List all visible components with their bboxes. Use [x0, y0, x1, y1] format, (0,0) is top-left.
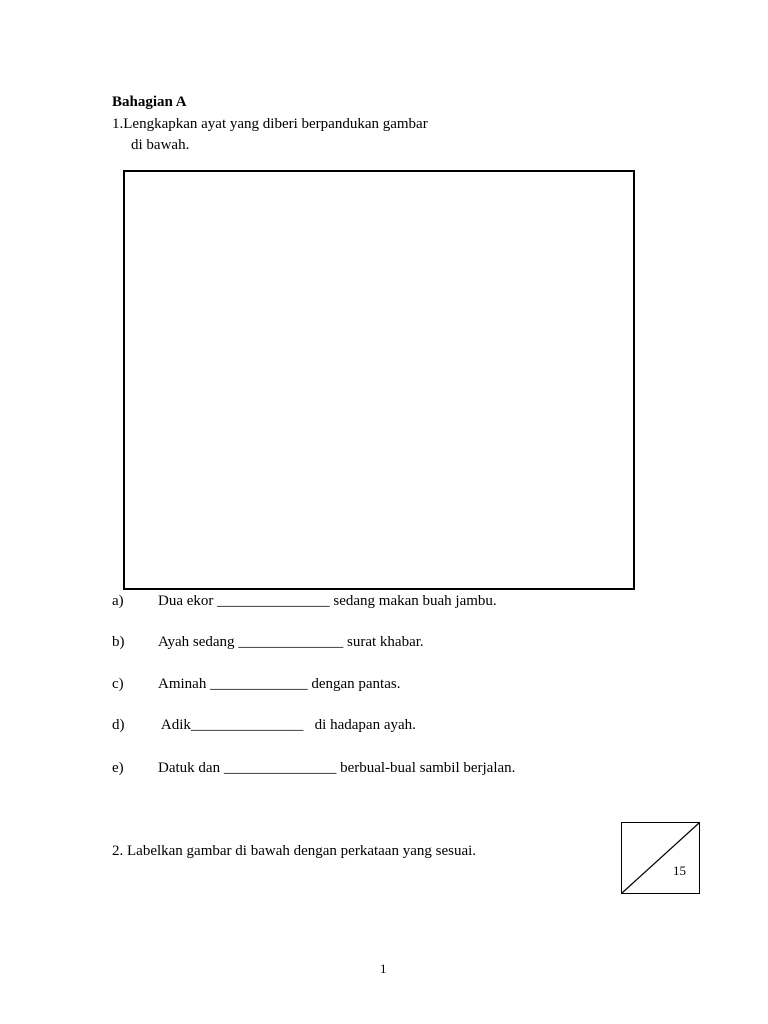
score-total: 15	[673, 863, 686, 878]
section-title: Bahagian A	[112, 94, 187, 110]
item-letter: e)	[112, 760, 124, 776]
question-2-instruction: 2. Labelkan gambar di bawah dengan perkataan yang sesuai.	[112, 843, 477, 859]
item-letter: a)	[112, 593, 124, 609]
item-sentence: Ayah sedang ______________ surat khabar.	[158, 634, 424, 650]
item-letter: d)	[112, 717, 125, 733]
score-box	[621, 822, 700, 894]
item-sentence: Datuk dan _______________ berbual-bual sambil berjalan.	[158, 760, 516, 776]
page-number: 1	[380, 961, 387, 976]
item-sentence: Aminah _____________ dengan pantas.	[158, 676, 401, 692]
item-sentence: Adik_______________ di hadapan ayah.	[158, 717, 416, 733]
item-sentence: Dua ekor _______________ sedang makan buah jambu.	[158, 593, 497, 609]
question-1-instruction-line-1: 1.Lengkapkan ayat yang diberi berpandukan gambar	[112, 116, 428, 132]
picture-frame	[123, 170, 635, 590]
score-box-diagonal	[622, 823, 699, 893]
question-1-instruction-line-2: di bawah.	[131, 137, 190, 153]
item-letter: b)	[112, 634, 125, 650]
item-letter: c)	[112, 676, 124, 692]
